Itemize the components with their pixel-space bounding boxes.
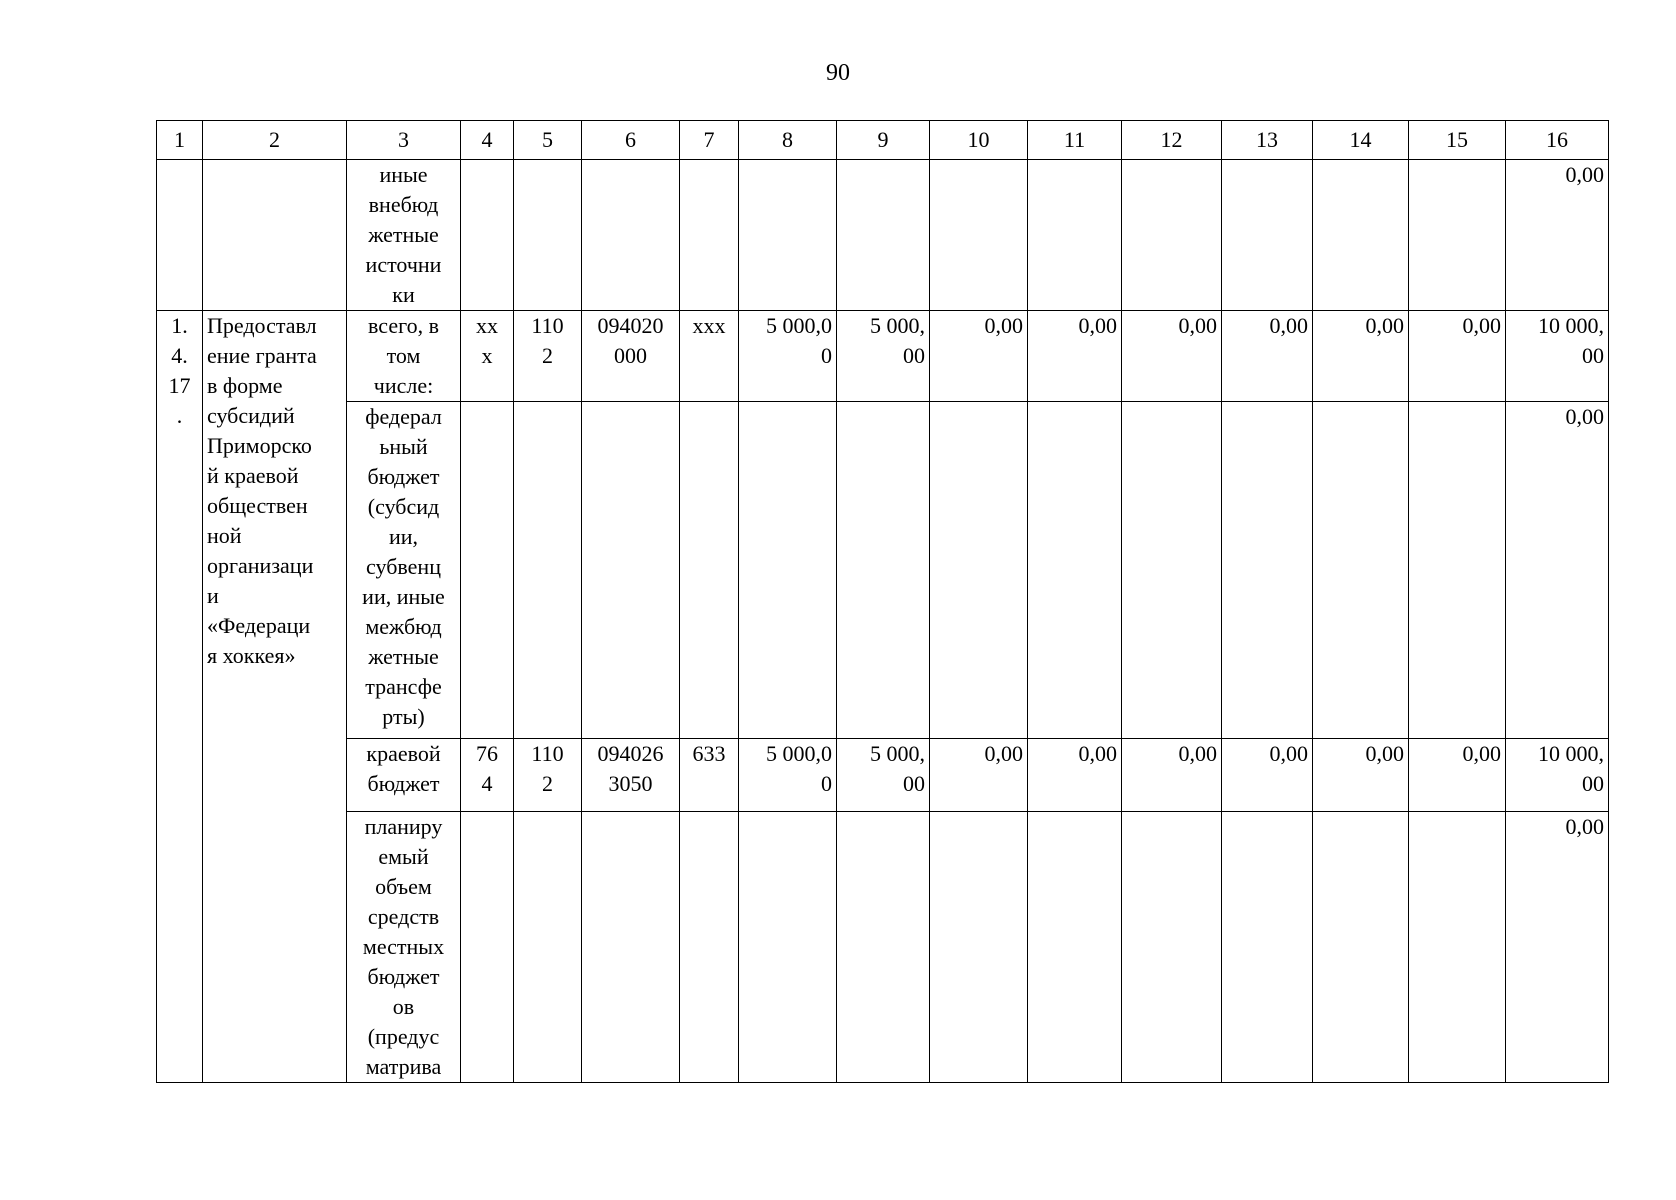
empty-cell bbox=[582, 402, 680, 739]
empty-cell bbox=[1122, 160, 1222, 311]
total-cell: 10 000, 00 bbox=[1506, 739, 1609, 812]
source-cell: иные внебюд жетные источни ки bbox=[347, 160, 461, 311]
value-cell: 0,00 bbox=[1122, 739, 1222, 812]
target-article-cell: 094026 3050 bbox=[582, 739, 680, 812]
table-row-regional-budget bbox=[157, 739, 1609, 812]
value-cell: 0,00 bbox=[930, 739, 1028, 812]
header-cell: 1 bbox=[157, 121, 203, 160]
value-cell: 0,00 bbox=[1313, 311, 1409, 402]
table-row-local-budgets bbox=[157, 812, 1609, 1083]
header-cell: 9 bbox=[837, 121, 930, 160]
header-cell: 16 bbox=[1506, 121, 1609, 160]
empty-cell bbox=[1222, 812, 1313, 1083]
table-row-total bbox=[157, 311, 1609, 402]
header-row bbox=[157, 121, 1609, 160]
empty-cell bbox=[680, 402, 739, 739]
empty-cell bbox=[461, 402, 514, 739]
total-cell: 0,00 bbox=[1506, 160, 1609, 311]
empty-cell bbox=[837, 160, 930, 311]
header-cell: 14 bbox=[1313, 121, 1409, 160]
empty-cell bbox=[157, 160, 203, 311]
source-cell: планиру емый объем средств местных бюджет ов (предус матрива bbox=[347, 812, 461, 1083]
empty-cell bbox=[1409, 812, 1506, 1083]
total-cell: 0,00 bbox=[1506, 812, 1609, 1083]
empty-cell bbox=[1313, 160, 1409, 311]
empty-cell bbox=[514, 402, 582, 739]
source-cell: краевой бюджет bbox=[347, 739, 461, 812]
empty-cell bbox=[203, 160, 347, 311]
value-cell: 0,00 bbox=[1028, 311, 1122, 402]
value-cell: 0,00 bbox=[1122, 311, 1222, 402]
empty-cell bbox=[1313, 812, 1409, 1083]
empty-cell bbox=[514, 812, 582, 1083]
empty-cell bbox=[1122, 402, 1222, 739]
value-cell: 5 000,0 0 bbox=[739, 311, 837, 402]
header-cell: 12 bbox=[1122, 121, 1222, 160]
empty-cell bbox=[1409, 402, 1506, 739]
item-name: Предоставл ение гранта в форме субсидий Приморско й краевой обществен ной организаци и «Федераци я хоккея» bbox=[203, 311, 347, 1083]
empty-cell bbox=[739, 812, 837, 1083]
header-cell: 15 bbox=[1409, 121, 1506, 160]
table-row-other-sources bbox=[157, 160, 1609, 311]
value-cell: 0,00 bbox=[1222, 739, 1313, 812]
value-cell: 5 000,0 0 bbox=[739, 739, 837, 812]
header-cell: 4 bbox=[461, 121, 514, 160]
empty-cell bbox=[930, 160, 1028, 311]
value-cell: 0,00 bbox=[1222, 311, 1313, 402]
total-cell: 10 000, 00 bbox=[1506, 311, 1609, 402]
value-cell: 0,00 bbox=[1313, 739, 1409, 812]
empty-cell bbox=[582, 160, 680, 311]
header-cell: 11 bbox=[1028, 121, 1122, 160]
source-cell: всего, в том числе: bbox=[347, 311, 461, 402]
empty-cell bbox=[837, 402, 930, 739]
total-cell: 0,00 bbox=[1506, 402, 1609, 739]
page-number: 90 bbox=[826, 60, 850, 86]
empty-cell bbox=[837, 812, 930, 1083]
value-cell: 5 000, 00 bbox=[837, 311, 930, 402]
header-cell: 3 bbox=[347, 121, 461, 160]
grbs-cell: хх х bbox=[461, 311, 514, 402]
value-cell: 5 000, 00 bbox=[837, 739, 930, 812]
value-cell: 0,00 bbox=[1409, 311, 1506, 402]
header-cell: 7 bbox=[680, 121, 739, 160]
empty-cell bbox=[461, 160, 514, 311]
empty-cell bbox=[1028, 160, 1122, 311]
empty-cell bbox=[514, 160, 582, 311]
empty-cell bbox=[1222, 402, 1313, 739]
header-cell: 2 bbox=[203, 121, 347, 160]
target-article-cell: 094020 000 bbox=[582, 311, 680, 402]
empty-cell bbox=[739, 402, 837, 739]
table-row-federal-budget bbox=[157, 402, 1609, 739]
item-number: 1. 4. 17 . bbox=[157, 311, 203, 1083]
empty-cell bbox=[680, 160, 739, 311]
empty-cell bbox=[930, 402, 1028, 739]
source-cell: федерал ьный бюджет (субсид ии, субвенц ии, иные межбюд жетные трансфе рты) bbox=[347, 402, 461, 739]
value-cell: 0,00 bbox=[930, 311, 1028, 402]
empty-cell bbox=[1409, 160, 1506, 311]
empty-cell bbox=[930, 812, 1028, 1083]
grbs-cell: 76 4 bbox=[461, 739, 514, 812]
section-cell: 110 2 bbox=[514, 739, 582, 812]
header-cell: 8 bbox=[739, 121, 837, 160]
section-cell: 110 2 bbox=[514, 311, 582, 402]
empty-cell bbox=[1122, 812, 1222, 1083]
empty-cell bbox=[680, 812, 739, 1083]
empty-cell bbox=[739, 160, 837, 311]
empty-cell bbox=[1313, 402, 1409, 739]
expense-type-cell: 633 bbox=[680, 739, 739, 812]
value-cell: 0,00 bbox=[1028, 739, 1122, 812]
empty-cell bbox=[1222, 160, 1313, 311]
header-cell: 13 bbox=[1222, 121, 1313, 160]
empty-cell bbox=[582, 812, 680, 1083]
header-cell: 5 bbox=[514, 121, 582, 160]
header-cell: 10 bbox=[930, 121, 1028, 160]
empty-cell bbox=[461, 812, 514, 1083]
value-cell: 0,00 bbox=[1409, 739, 1506, 812]
header-cell: 6 bbox=[582, 121, 680, 160]
empty-cell bbox=[1028, 812, 1122, 1083]
expense-type-cell: ххх bbox=[680, 311, 739, 402]
empty-cell bbox=[1028, 402, 1122, 739]
budget-table bbox=[156, 120, 1609, 1083]
